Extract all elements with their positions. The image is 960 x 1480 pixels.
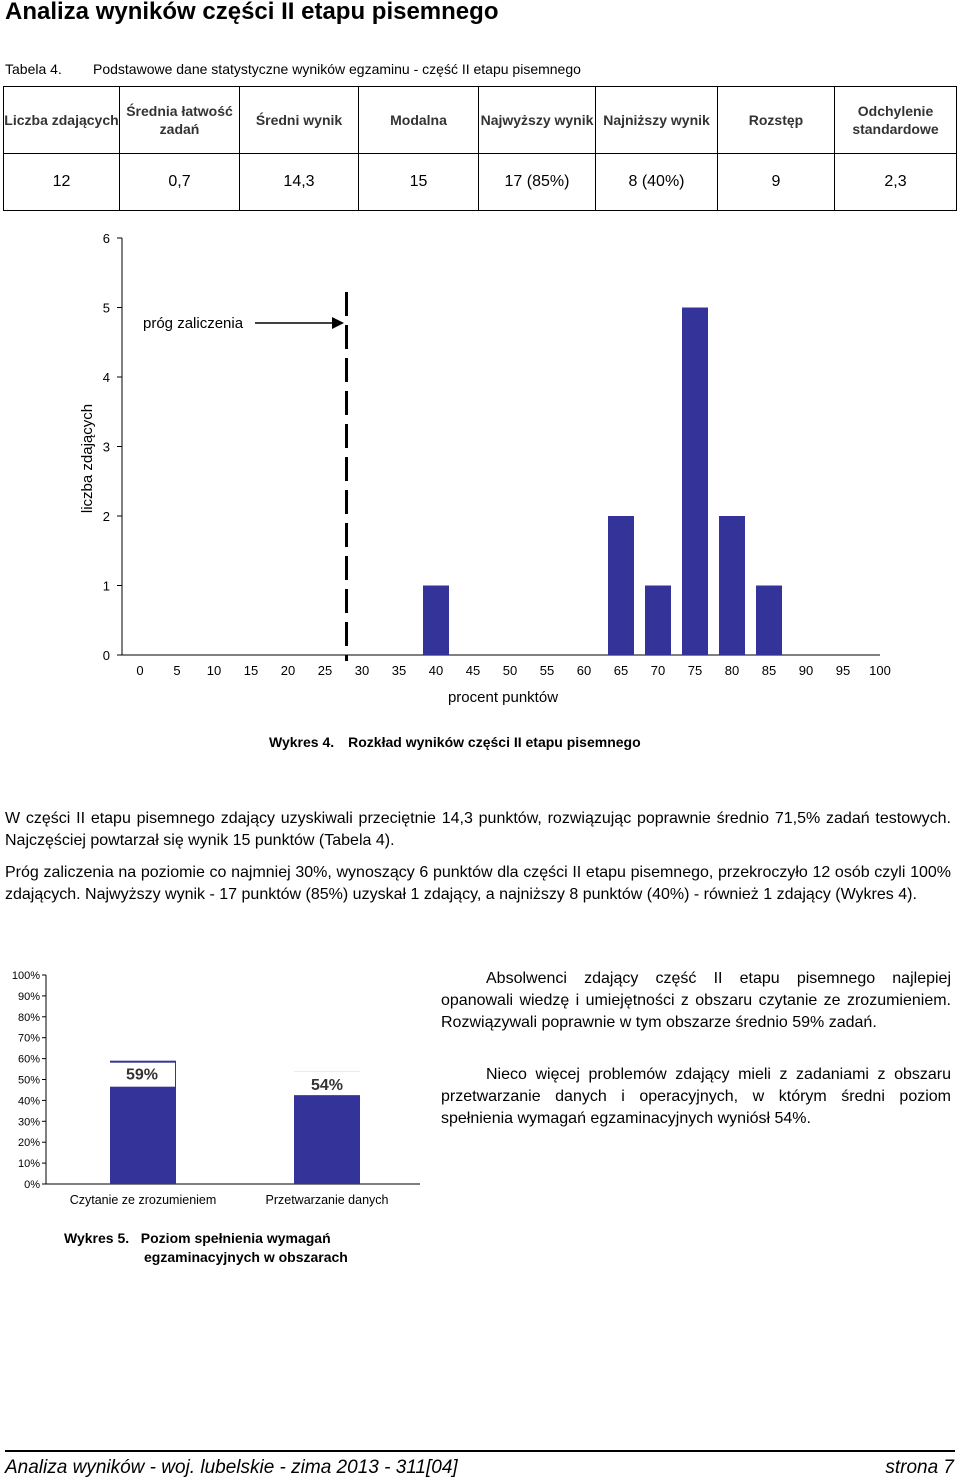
y-tick-label: 70% — [17, 1032, 40, 1045]
chart-caption-label: Wykres 5. — [64, 1230, 130, 1246]
y-tick-label: 100% — [11, 970, 40, 982]
y-tick-label: 90% — [17, 990, 40, 1003]
table-header-cell: Średni wynik — [240, 87, 359, 154]
bar — [423, 586, 449, 656]
x-tick-label: 75 — [687, 663, 703, 678]
x-tick-label: 85 — [761, 663, 777, 678]
summary-paragraph: W części II etapu pisemnego zdający uzyskiwali przeciętnie 14,3 punktów, rozwiązując poprawnie średnio 71,5% zadań testowych. Najczęściej powtarzał się wynik 15 punktów (Tabela 4). — [5, 810, 951, 849]
x-tick-label: 30 — [354, 663, 370, 678]
y-tick-label: 0% — [24, 1179, 40, 1191]
data-label: 59% — [125, 1066, 159, 1084]
footer-text: Analiza wyników - woj. lubelskie - zima 2013 - 311[04] — [5, 1457, 458, 1478]
y-tick-label: 2 — [102, 509, 110, 524]
table-header-cell: Najniższy wynik — [596, 87, 718, 154]
bar — [719, 516, 745, 655]
bar — [608, 516, 634, 655]
y-tick-label: 80% — [17, 1011, 40, 1024]
x-tick-label: 55 — [539, 663, 555, 678]
table-row — [4, 154, 957, 211]
x-tick-label: 20 — [280, 663, 296, 678]
table-cell: 9 — [718, 154, 835, 211]
bar — [682, 308, 708, 656]
y-tick-label: 1 — [102, 578, 110, 594]
table-header-cell: Rozstęp — [718, 87, 835, 154]
reading-area-paragraph: Absolwenci zdający część II etapu pisemnego najlepiej opanowali wiedzę i umiejętności z obszaru czytanie ze zrozumieniem. Rozwiązywali poprawnie w tym obszarze średnio 59% zadań. — [441, 970, 951, 1031]
table-header-cell: Modalna — [359, 87, 479, 154]
x-tick-label: Czytanie ze zrozumieniem — [69, 1193, 217, 1207]
x-tick-label: 0 — [136, 663, 144, 678]
x-tick-label: Przetwarzanie danych — [265, 1193, 389, 1207]
table-cell: 0,7 — [120, 154, 240, 211]
x-tick-label: 15 — [243, 663, 259, 678]
area-requirements-chart — [0, 965, 440, 1215]
table-header-cell: Liczba zdających — [4, 87, 120, 154]
y-tick-label: 60% — [17, 1053, 40, 1066]
data-processing-paragraph: Nieco więcej problemów zdający mieli z zadaniami z obszaru przetwarzanie danych i operacyjnych, w którym średni poziom spełnienia wymagań egzaminacyjnych wyniósł 54%. — [441, 1066, 951, 1127]
bar — [756, 586, 782, 656]
y-tick-label: 3 — [102, 439, 110, 455]
x-tick-label: 80 — [724, 663, 740, 678]
table-cell: 2,3 — [835, 154, 957, 211]
data-label: 54% — [310, 1077, 344, 1095]
y-axis-label: liczba zdających — [79, 403, 96, 514]
y-tick-label: 10% — [17, 1158, 40, 1171]
score-distribution-chart — [0, 228, 960, 718]
x-tick-label: 100 — [869, 663, 891, 678]
y-tick-label: 0 — [102, 648, 110, 663]
x-tick-label: 70 — [650, 663, 666, 678]
page-number: strona 7 — [885, 1457, 954, 1478]
table-cell: 8 (40%) — [596, 154, 718, 211]
page-title: Analiza wyników części II etapu pisemnego — [5, 0, 499, 25]
x-tick-label: 60 — [576, 663, 592, 678]
y-tick-label: 6 — [102, 231, 110, 246]
statistics-table — [3, 86, 957, 211]
table-cell: 12 — [4, 154, 120, 211]
table-cell: 17 (85%) — [479, 154, 596, 211]
table-cell: 15 — [359, 154, 479, 211]
x-axis-label: procent punktów — [447, 689, 559, 706]
y-tick-label: 40% — [17, 1095, 40, 1108]
chart-caption — [64, 1229, 348, 1267]
x-tick-label: 35 — [391, 663, 407, 678]
threshold-paragraph: Próg zaliczenia na poziomie co najmniej 30%, wynoszący 6 punktów dla części II etapu pisemnego, przekroczyło 12 osób czyli 100% zdających. Najwyższy wynik - 17 punktów (85%) uzyskał 1 zdający, a najniższy 8 punktów (40%) - również 1 zdający (Wykres 4). — [5, 864, 951, 903]
x-tick-label: 10 — [206, 663, 222, 678]
table-header-cell: Najwyższy wynik — [479, 87, 596, 154]
y-tick-label: 5 — [102, 300, 110, 316]
chart-caption-title-line2: egzaminacyjnych w obszarach — [144, 1249, 348, 1265]
x-tick-label: 65 — [613, 663, 629, 678]
chart-caption-title-line1: Poziom spełnienia wymagań — [140, 1230, 331, 1246]
chart-caption-title: Rozkład wyników części II etapu pisemnego — [348, 734, 641, 750]
y-tick-label: 30% — [17, 1116, 40, 1129]
x-tick-label: 40 — [428, 663, 444, 678]
y-tick-label: 20% — [17, 1137, 40, 1150]
x-tick-label: 45 — [465, 663, 481, 678]
chart-caption — [269, 734, 641, 750]
table-caption-label: Tabela 4. — [5, 61, 62, 77]
chart-caption-label: Wykres 4. — [269, 734, 335, 750]
table-header-cell: Średnia łatwość zadań — [120, 87, 240, 154]
y-tick-label: 50% — [17, 1074, 40, 1087]
table-caption — [5, 61, 581, 77]
table-cell: 14,3 — [240, 154, 359, 211]
x-tick-label: 95 — [835, 663, 851, 678]
bar — [645, 586, 671, 656]
x-tick-label: 90 — [798, 663, 814, 678]
table-caption-title: Podstawowe dane statystyczne wyników egzaminu - część II etapu pisemnego — [93, 61, 581, 77]
table-header-row — [4, 87, 957, 154]
table-header-cell: Odchylenie standardowe — [835, 87, 957, 154]
footer-divider — [5, 1450, 955, 1452]
x-tick-label: 50 — [502, 663, 518, 678]
x-tick-label: 25 — [317, 663, 333, 678]
y-tick-label: 4 — [102, 370, 110, 385]
x-tick-label: 5 — [173, 663, 181, 678]
threshold-label: próg zaliczenia — [143, 315, 244, 332]
